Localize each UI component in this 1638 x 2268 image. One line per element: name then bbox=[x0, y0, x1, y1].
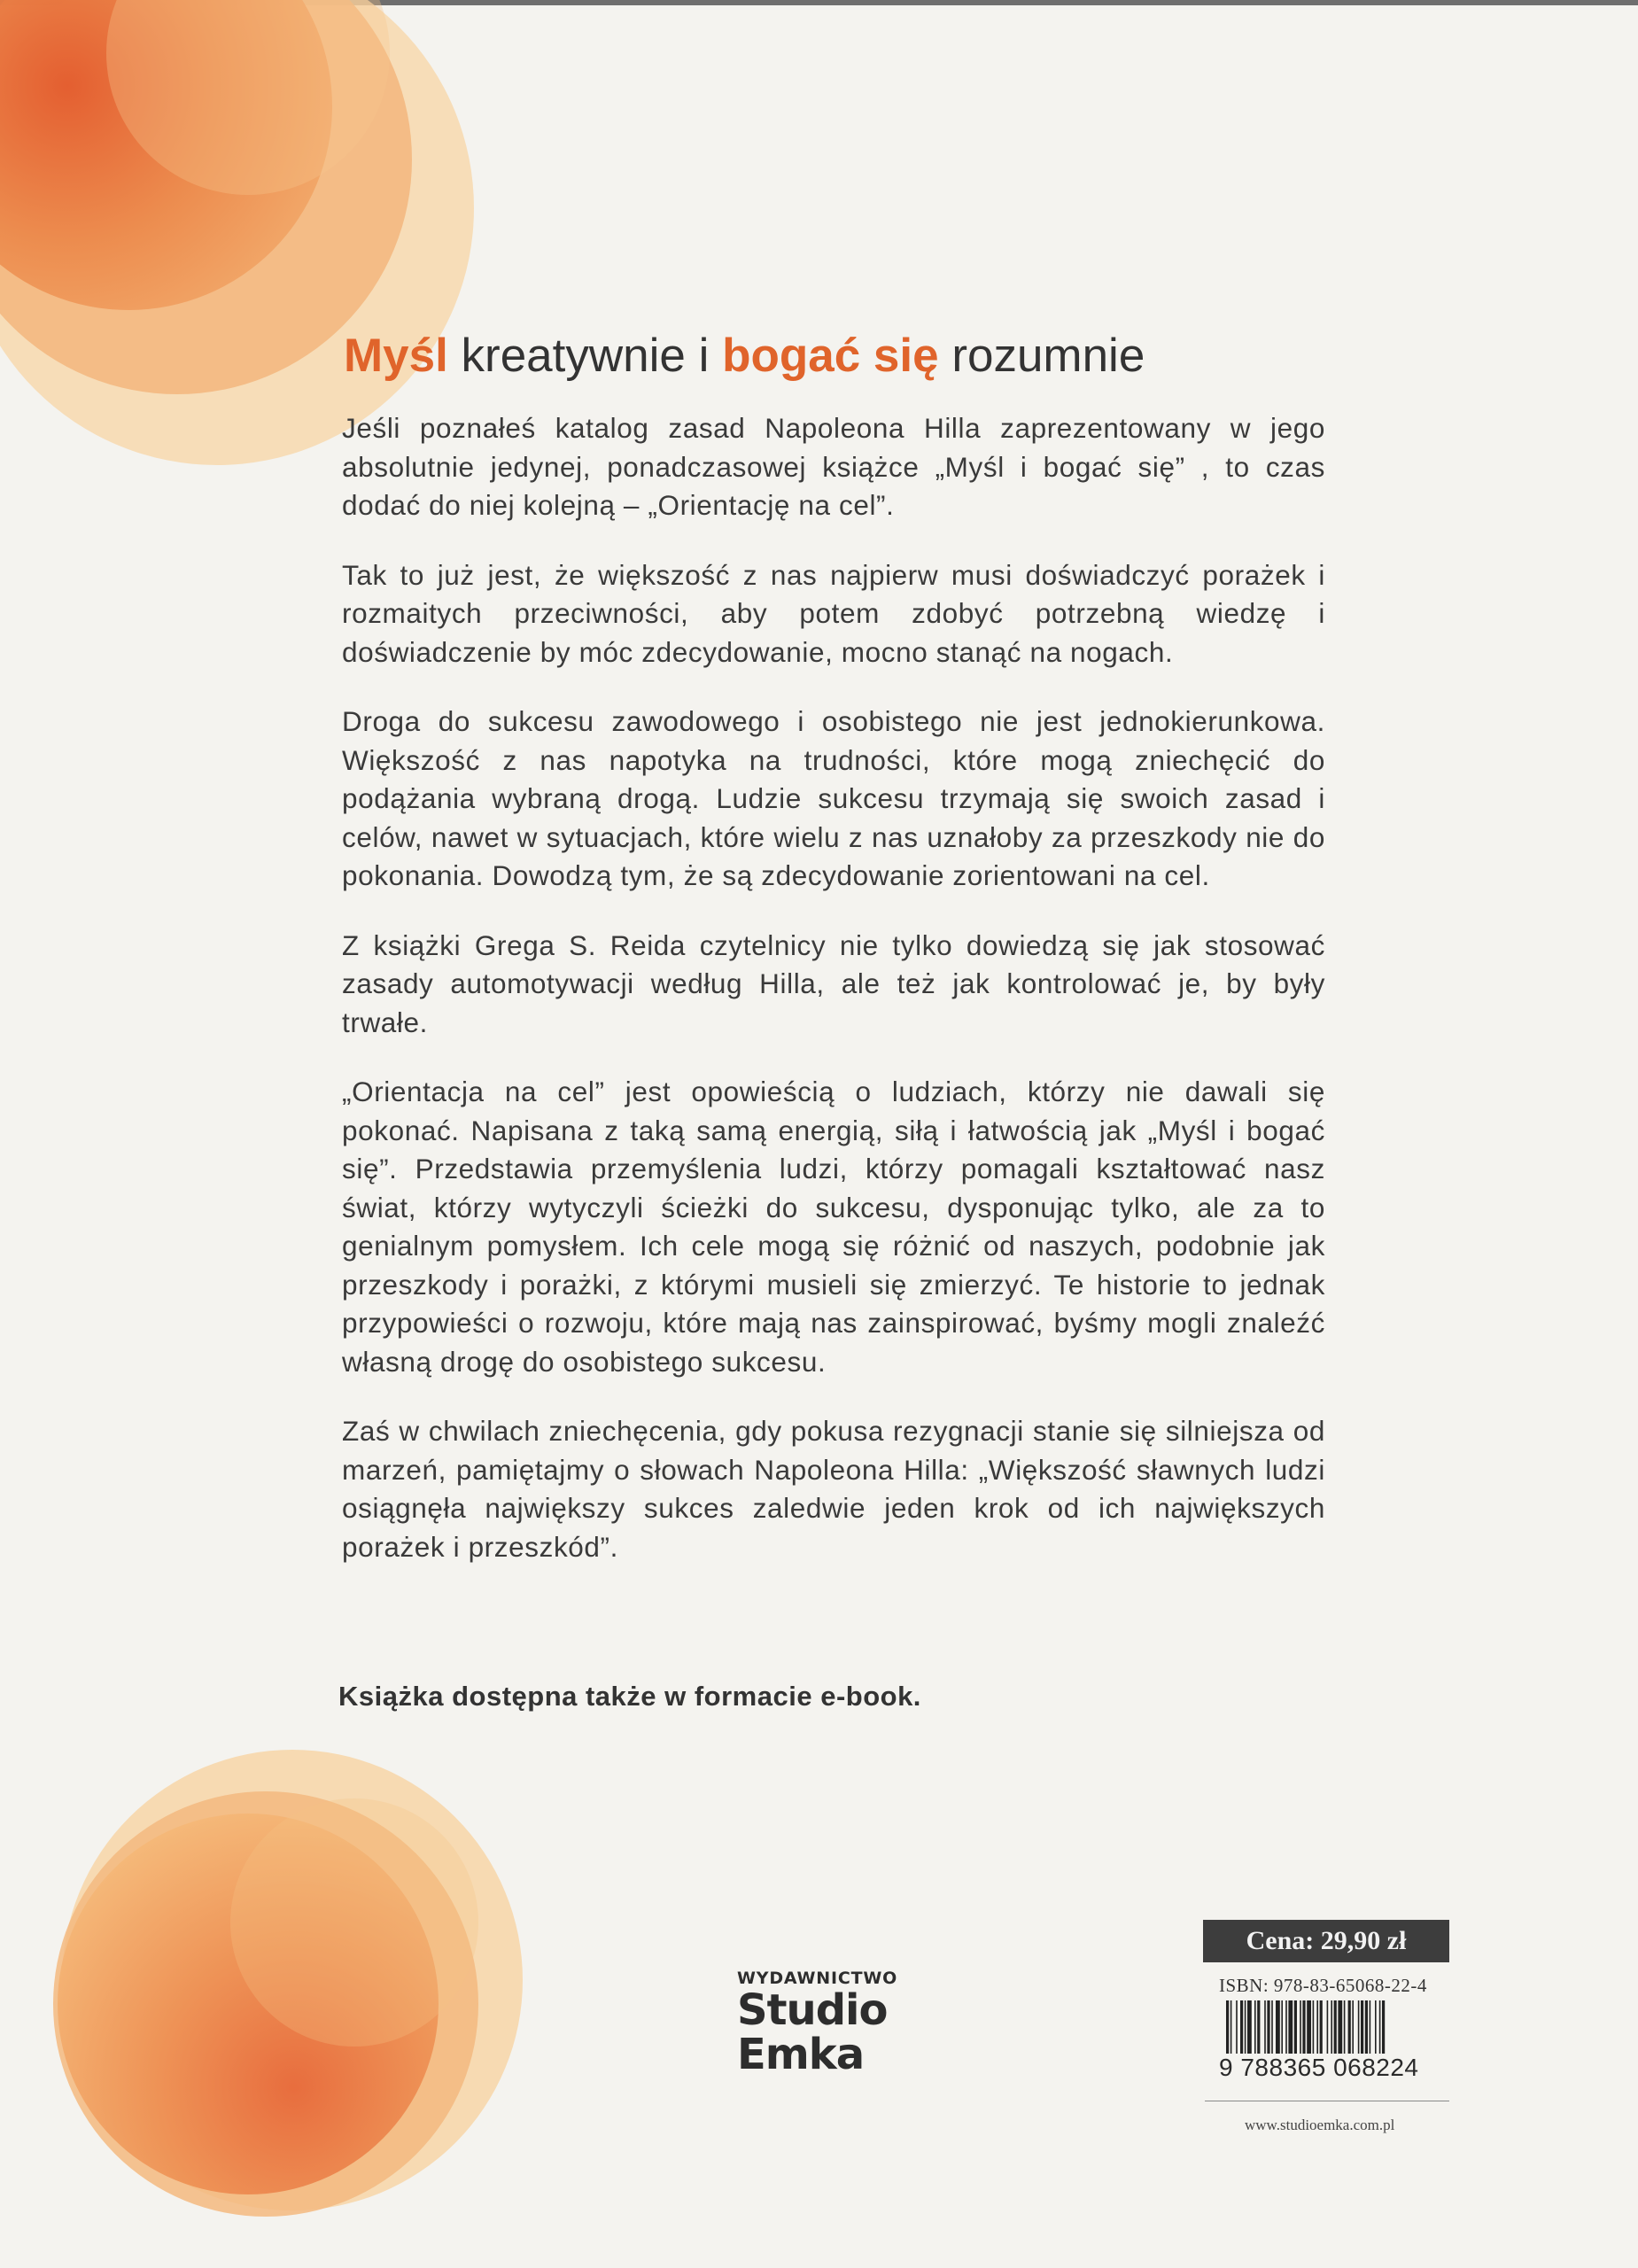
top-left-circle-group bbox=[0, 0, 474, 465]
headline-accent-2: bogać się bbox=[722, 330, 939, 382]
headline-text-1: kreatywnie i bbox=[447, 330, 723, 382]
price-label: Cena: 29,90 zł bbox=[1203, 1920, 1449, 1962]
paragraph-3: Droga do sukcesu zawodowego i osobistego nie jest jednokierunkowa. Większość z nas napotyka na trudności, które mogą zniechęcić do podążania wybraną drogą. Ludzie sukcesu trzymają się swoich zasad i celów, nawet w sytuacjach, które wielu z nas uznałoby za przeszkody nie do pokonania. Dowodzą tym, że są zdecydowanie zorientowani na cel. bbox=[342, 705, 1325, 891]
headline-text-2: rozumnie bbox=[938, 330, 1145, 382]
bottom-left-circle-group bbox=[53, 1750, 523, 2217]
publisher-name-line1: Studio bbox=[737, 1985, 888, 2035]
barcode bbox=[1214, 2000, 1444, 2061]
paragraph-6: Zaś w chwilach zniechęcenia, gdy pokusa rezygnacji stanie się silniejsza od marzeń, pamiętajmy o słowach Napoleona Hilla: „Większość sławnych ludzi osiągnęła największy sukces zaledwie jeden krok od ich największych porażek i przeszkód”. bbox=[342, 1415, 1325, 1563]
paragraph-5: „Orientacja na cel” jest opowieścią o ludziach, którzy nie dawali się pokonać. Napisana z taką samą energią, siłą i łatwością jak „Myśl i bogać się”. Przedstawia przemyślenia ludzi, którzy pomagali kształtować nasz świat, którzy wytyczyli ścieżki do sukcesu, dysponując tylko, ale za to genialnym pomysłem. Ich cele mogą się różnić od naszych, podobnie jak przeszkody i porażki, z którymi musieli się zmierzyć. Te historie to jednak przypowieści o rozwoju, które mają nas zainspirować, byśmy mogli znaleźć własną drogę do osobistego sukcesu. bbox=[342, 1076, 1325, 1378]
paragraph-4: Z książki Grega S. Reida czytelnicy nie tylko dowiedzą się jak stosować zasady automotywacji według Hilla, ale też jak kontrolować je, by były trwałe. bbox=[342, 928, 1325, 1038]
paragraph-1: Jeśli poznałeś katalog zasad Napoleona Hilla zaprezentowany w jego absolutnie jedynej, ponadczasowej książce „Myśl i bogać się” , to czas dodać do niej kolejną – „Orientację na cel”. bbox=[342, 412, 1325, 521]
ebook-note: Książka dostępna także w formacie e-book. bbox=[338, 1681, 921, 1712]
publisher-name-line2: Emka bbox=[737, 2030, 865, 2079]
isbn-text: ISBN: 978-83-65068-22-4 bbox=[1219, 1975, 1427, 1996]
publisher-label: WYDAWNICTWO bbox=[737, 1969, 898, 1988]
headline bbox=[344, 324, 1327, 388]
paragraph-2: Tak to już jest, że większość z nas najpierw musi doświadczyć porażek i rozmaitych przeciwności, aby potem zdobyć potrzebną wiedzę i doświadczenie by móc zdecydowanie, mocno stanąć na nogach. bbox=[342, 558, 1325, 668]
barcode-digits: 9 788365 068224 bbox=[1217, 2054, 1442, 2082]
publisher-logo bbox=[737, 1969, 897, 2077]
blurb-body bbox=[342, 409, 1325, 1597]
headline-accent-1: Myśl bbox=[344, 330, 448, 382]
website-url: www.studioemka.com.pl bbox=[1245, 2117, 1395, 2133]
